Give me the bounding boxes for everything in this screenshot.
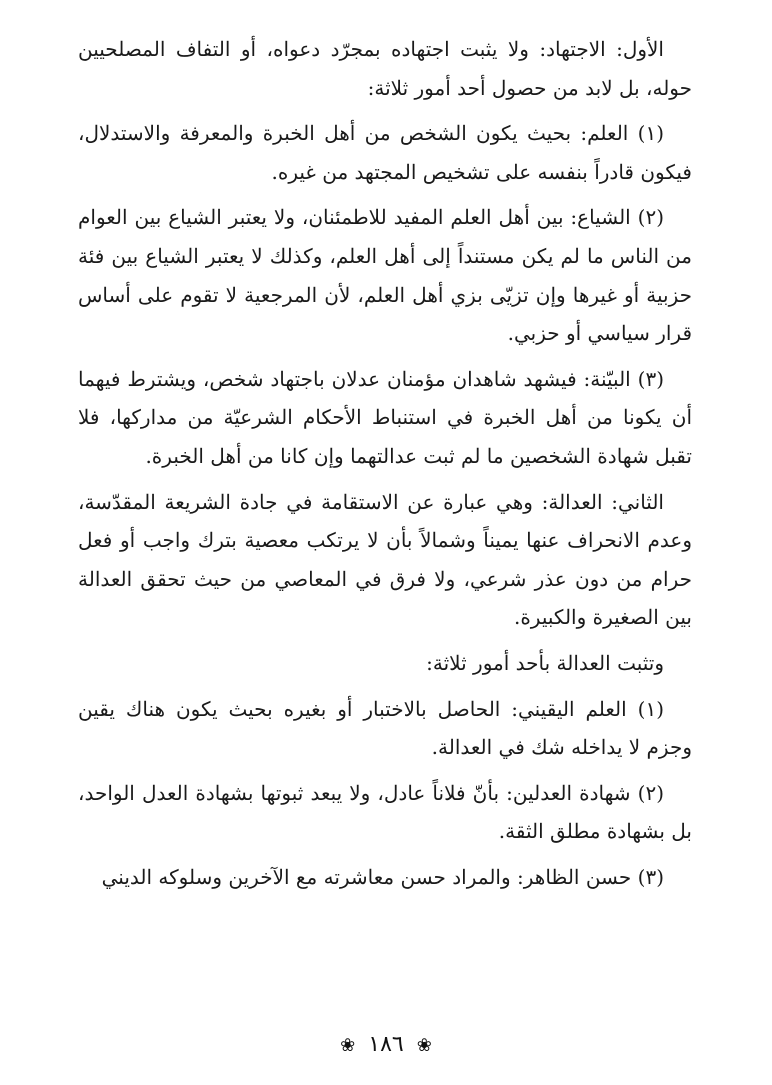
paragraph-adala: الثاني: العدالة: وهي عبارة عن الاستقامة في جادة الشريعة المقدّسة، وعدم الانحراف عنها يميناً وشمالاً بأن لا يرتكب معصية بترك واجب أو فعل حرام من دون عذر شرعي، ولا فرق في المعاصي من حيث تحقق العدالة بين الصغيرة والكبيرة. [78,489,692,630]
paragraph-shahadat-adlayn: (٢) شهادة العدلين: بأنّ فلاناً عادل، ولا يبعد ثبوتها بشهادة العدل الواحد، بل بشهادة مطلق الثقة. [78,780,692,844]
paragraph-adala-intro: وتثبت العدالة بأحد أمور ثلاثة: [426,650,664,675]
ornament-right-icon: ❀ [416,1035,432,1056]
ornament-left-icon: ❀ [340,1035,356,1056]
paragraph-ilm-yaqini: (١) العلم اليقيني: الحاصل بالاختبار أو بغيره بحيث يكون هناك يقين وجزم لا يداخله شك في العدالة. [78,696,692,760]
paragraph-husn-zahir: (٣) حسن الظاهر: والمراد حسن معاشرته مع الآخرين وسلوكه الديني [101,864,664,889]
page-number: ١٨٦ [368,1032,404,1057]
page-footer [0,1030,772,1061]
paragraph-shiya: (٢) الشياع: بين أهل العلم المفيد للاطمئنان، ولا يعتبر الشياع بين العوام من الناس ما لم يكن مستنداً إلى أهل العلم، وكذلك لا يعتبر الشياع بين فئة حزبية أو غيرها وإن تزيّى بزي أهل العلم، لأن المرجعية لا تقوم على أساس قرار سياسي أو حزبي. [78,205,692,346]
paragraph-ilm: (١) العلم: بحيث يكون الشخص من أهل الخبرة والمعرفة والاستدلال، فيكون قادراً بنفسه على تشخيص المجتهد من غيره. [78,121,692,184]
page-body [78,30,692,903]
paragraph-ijtihad: الأول: الاجتهاد: ولا يثبت اجتهاده بمجرّد دعواه، أو التفاف المصلحيين حوله، بل لابد من حصول أحد أمور ثلاثة: [78,37,692,100]
paragraph-bayyina: (٣) البيّنة: فيشهد شاهدان مؤمنان عدلان باجتهاد شخص، ويشترط فيهما أن يكونا من أهل الخبرة في استنباط الأحكام الشرعيّة من مداركها، فلا تقبل شهادة الشخصين ما لم ثبت عدالتهما وإن كانا من أهل الخبرة. [78,366,692,468]
